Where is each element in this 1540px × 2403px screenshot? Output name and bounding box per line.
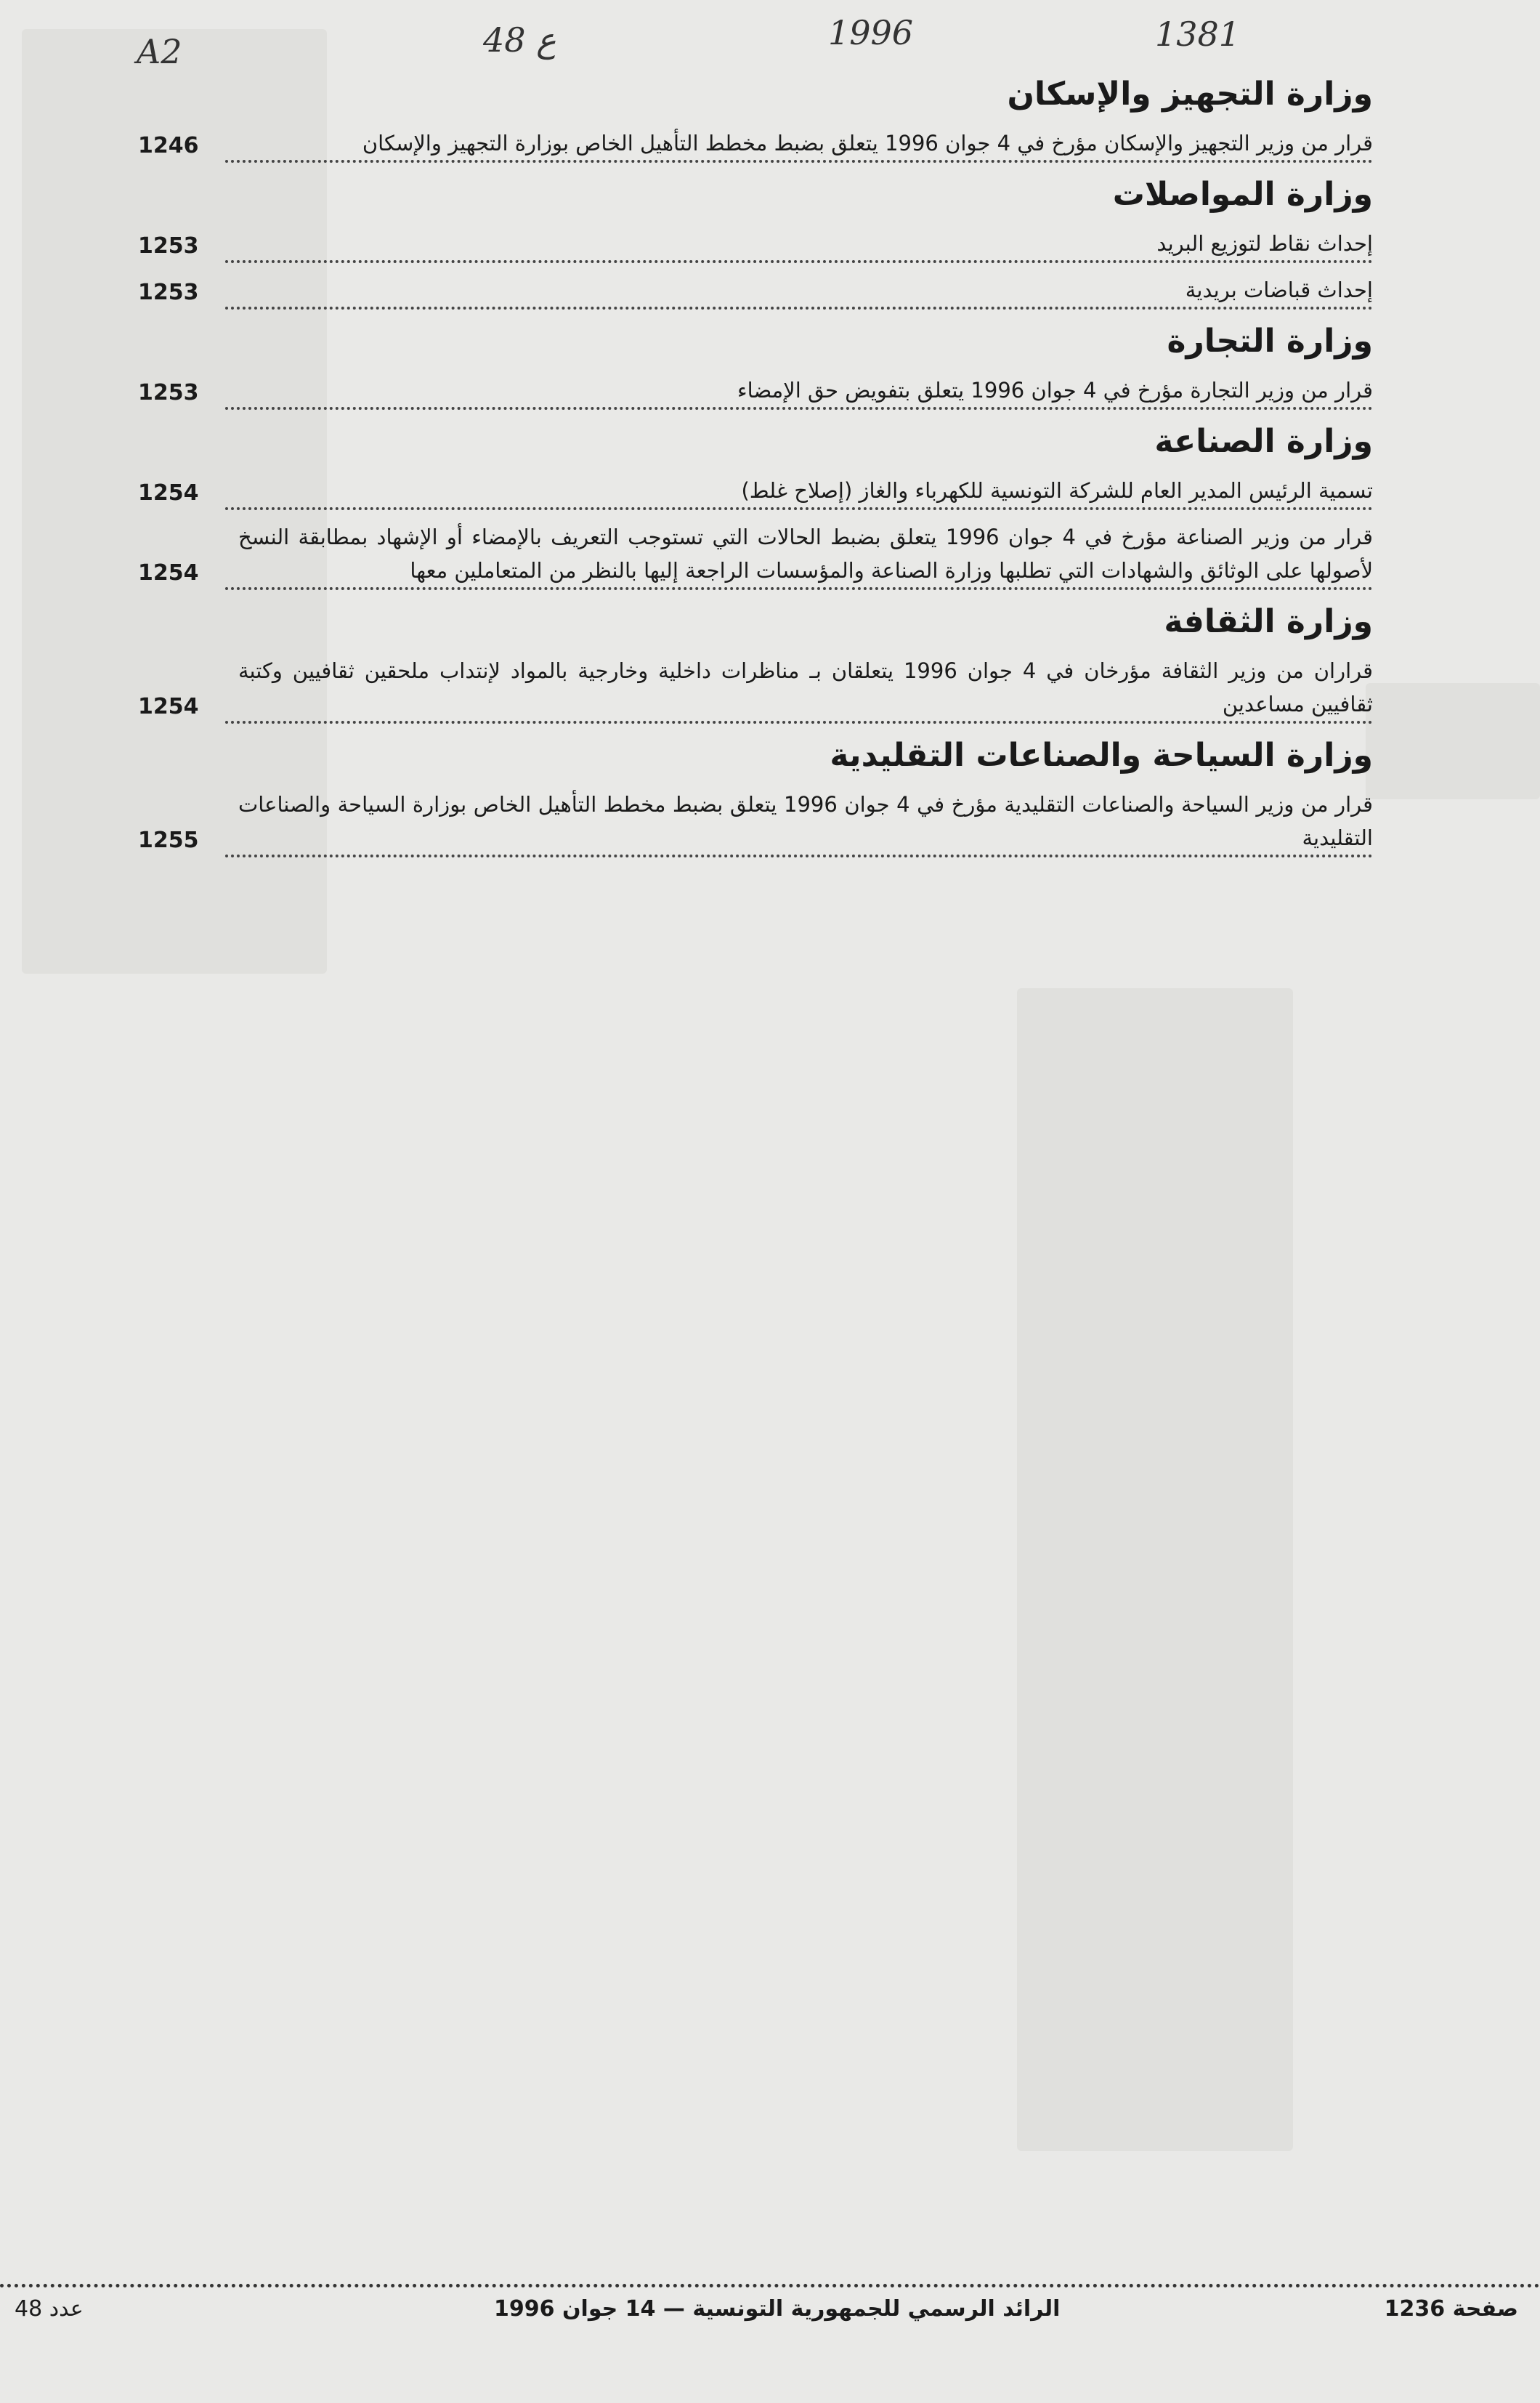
footer-divider: [0, 2284, 1540, 2287]
ministry-section: [138, 600, 1373, 724]
entry-page-number: 1255: [138, 828, 199, 853]
ministry-heading: وزارة الصناعة: [1154, 423, 1373, 460]
entry-page-number: 1254: [138, 694, 199, 719]
entry-page-number: 1246: [138, 133, 199, 158]
ministry-heading: وزارة الثقافة: [1164, 603, 1373, 640]
toc-entry[interactable]: [138, 126, 1373, 163]
page-number: صفحة 1236: [1384, 2296, 1518, 2322]
toc-entry[interactable]: [138, 227, 1373, 263]
entry-title: إحداث قباضات بريدية: [225, 273, 1373, 310]
bleed-through-area: [1017, 988, 1293, 2151]
journal-title: الرائد الرسمي للجمهورية التونسية — 14 جوان 1996: [494, 2296, 1061, 2322]
toc-entry[interactable]: [138, 474, 1373, 510]
page-footer: [0, 2296, 1540, 2340]
table-of-contents: [138, 73, 1373, 868]
handwritten-mark: 48 ع: [483, 20, 556, 60]
entry-page-number: 1254: [138, 480, 199, 506]
entry-title: قرار من وزير التجهيز والإسكان مؤرخ في 4 جوان 1996 يتعلق بضبط مخطط التأهيل الخاص بوزارة التجهيز والإسكان: [225, 126, 1373, 163]
entry-title: إحداث نقاط لتوزيع البريد: [225, 227, 1373, 263]
toc-entry[interactable]: [138, 788, 1373, 857]
ministry-heading: وزارة السياحة والصناعات التقليدية: [830, 737, 1373, 774]
ministry-section: [138, 420, 1373, 590]
entry-title: تسمية الرئيس المدير العام للشركة التونسية للكهرباء والغاز (إصلاح غلط): [225, 474, 1373, 510]
entry-page-number: 1253: [138, 380, 199, 405]
ministry-heading: وزارة التجهيز والإسكان: [1007, 76, 1373, 113]
toc-entry[interactable]: [138, 520, 1373, 590]
ministry-section: [138, 320, 1373, 410]
ministry-heading: وزارة التجارة: [1167, 323, 1373, 360]
entry-page-number: 1254: [138, 560, 199, 586]
issue-number: عدد 48: [15, 2296, 84, 2322]
entry-page-number: 1253: [138, 233, 199, 259]
entry-title: قرار من وزير السياحة والصناعات التقليدية مؤرخ في 4 جوان 1996 يتعلق بضبط مخطط التأهيل الخاص بوزارة السياحة والصناعات التقليدية: [225, 788, 1373, 857]
bleed-through-area: [1366, 683, 1540, 799]
handwritten-mark: 1381: [1155, 15, 1241, 54]
toc-entry[interactable]: [138, 273, 1373, 310]
ministry-heading: وزارة المواصلات: [1112, 176, 1373, 213]
ministry-section: [138, 734, 1373, 857]
entry-title: قرار من وزير التجارة مؤرخ في 4 جوان 1996 يتعلق بتفويض حق الإمضاء: [225, 373, 1373, 410]
toc-entry[interactable]: [138, 654, 1373, 724]
entry-title: قراران من وزير الثقافة مؤرخان في 4 جوان 1996 يتعلقان بـ مناظرات داخلية وخارجية بالمواد لإنتداب ملحقين ثقافيين وكتبة ثقافيين مساعدين: [225, 654, 1373, 724]
handwritten-mark: A2: [137, 32, 182, 71]
entry-page-number: 1253: [138, 280, 199, 305]
ministry-section: [138, 173, 1373, 310]
toc-entry[interactable]: [138, 373, 1373, 410]
handwritten-mark: 1996: [828, 13, 914, 52]
ministry-section: [138, 73, 1373, 163]
entry-title: قرار من وزير الصناعة مؤرخ في 4 جوان 1996 يتعلق بضبط الحالات التي تستوجب التعريف بالإمضاء أو الإشهاد بمطابقة النسخ لأصولها على الوثائق والشهادات التي تطلبها وزارة الصناعة والمؤسسات الراجعة إليها بالنظر من المتعاملين معها: [225, 520, 1373, 590]
